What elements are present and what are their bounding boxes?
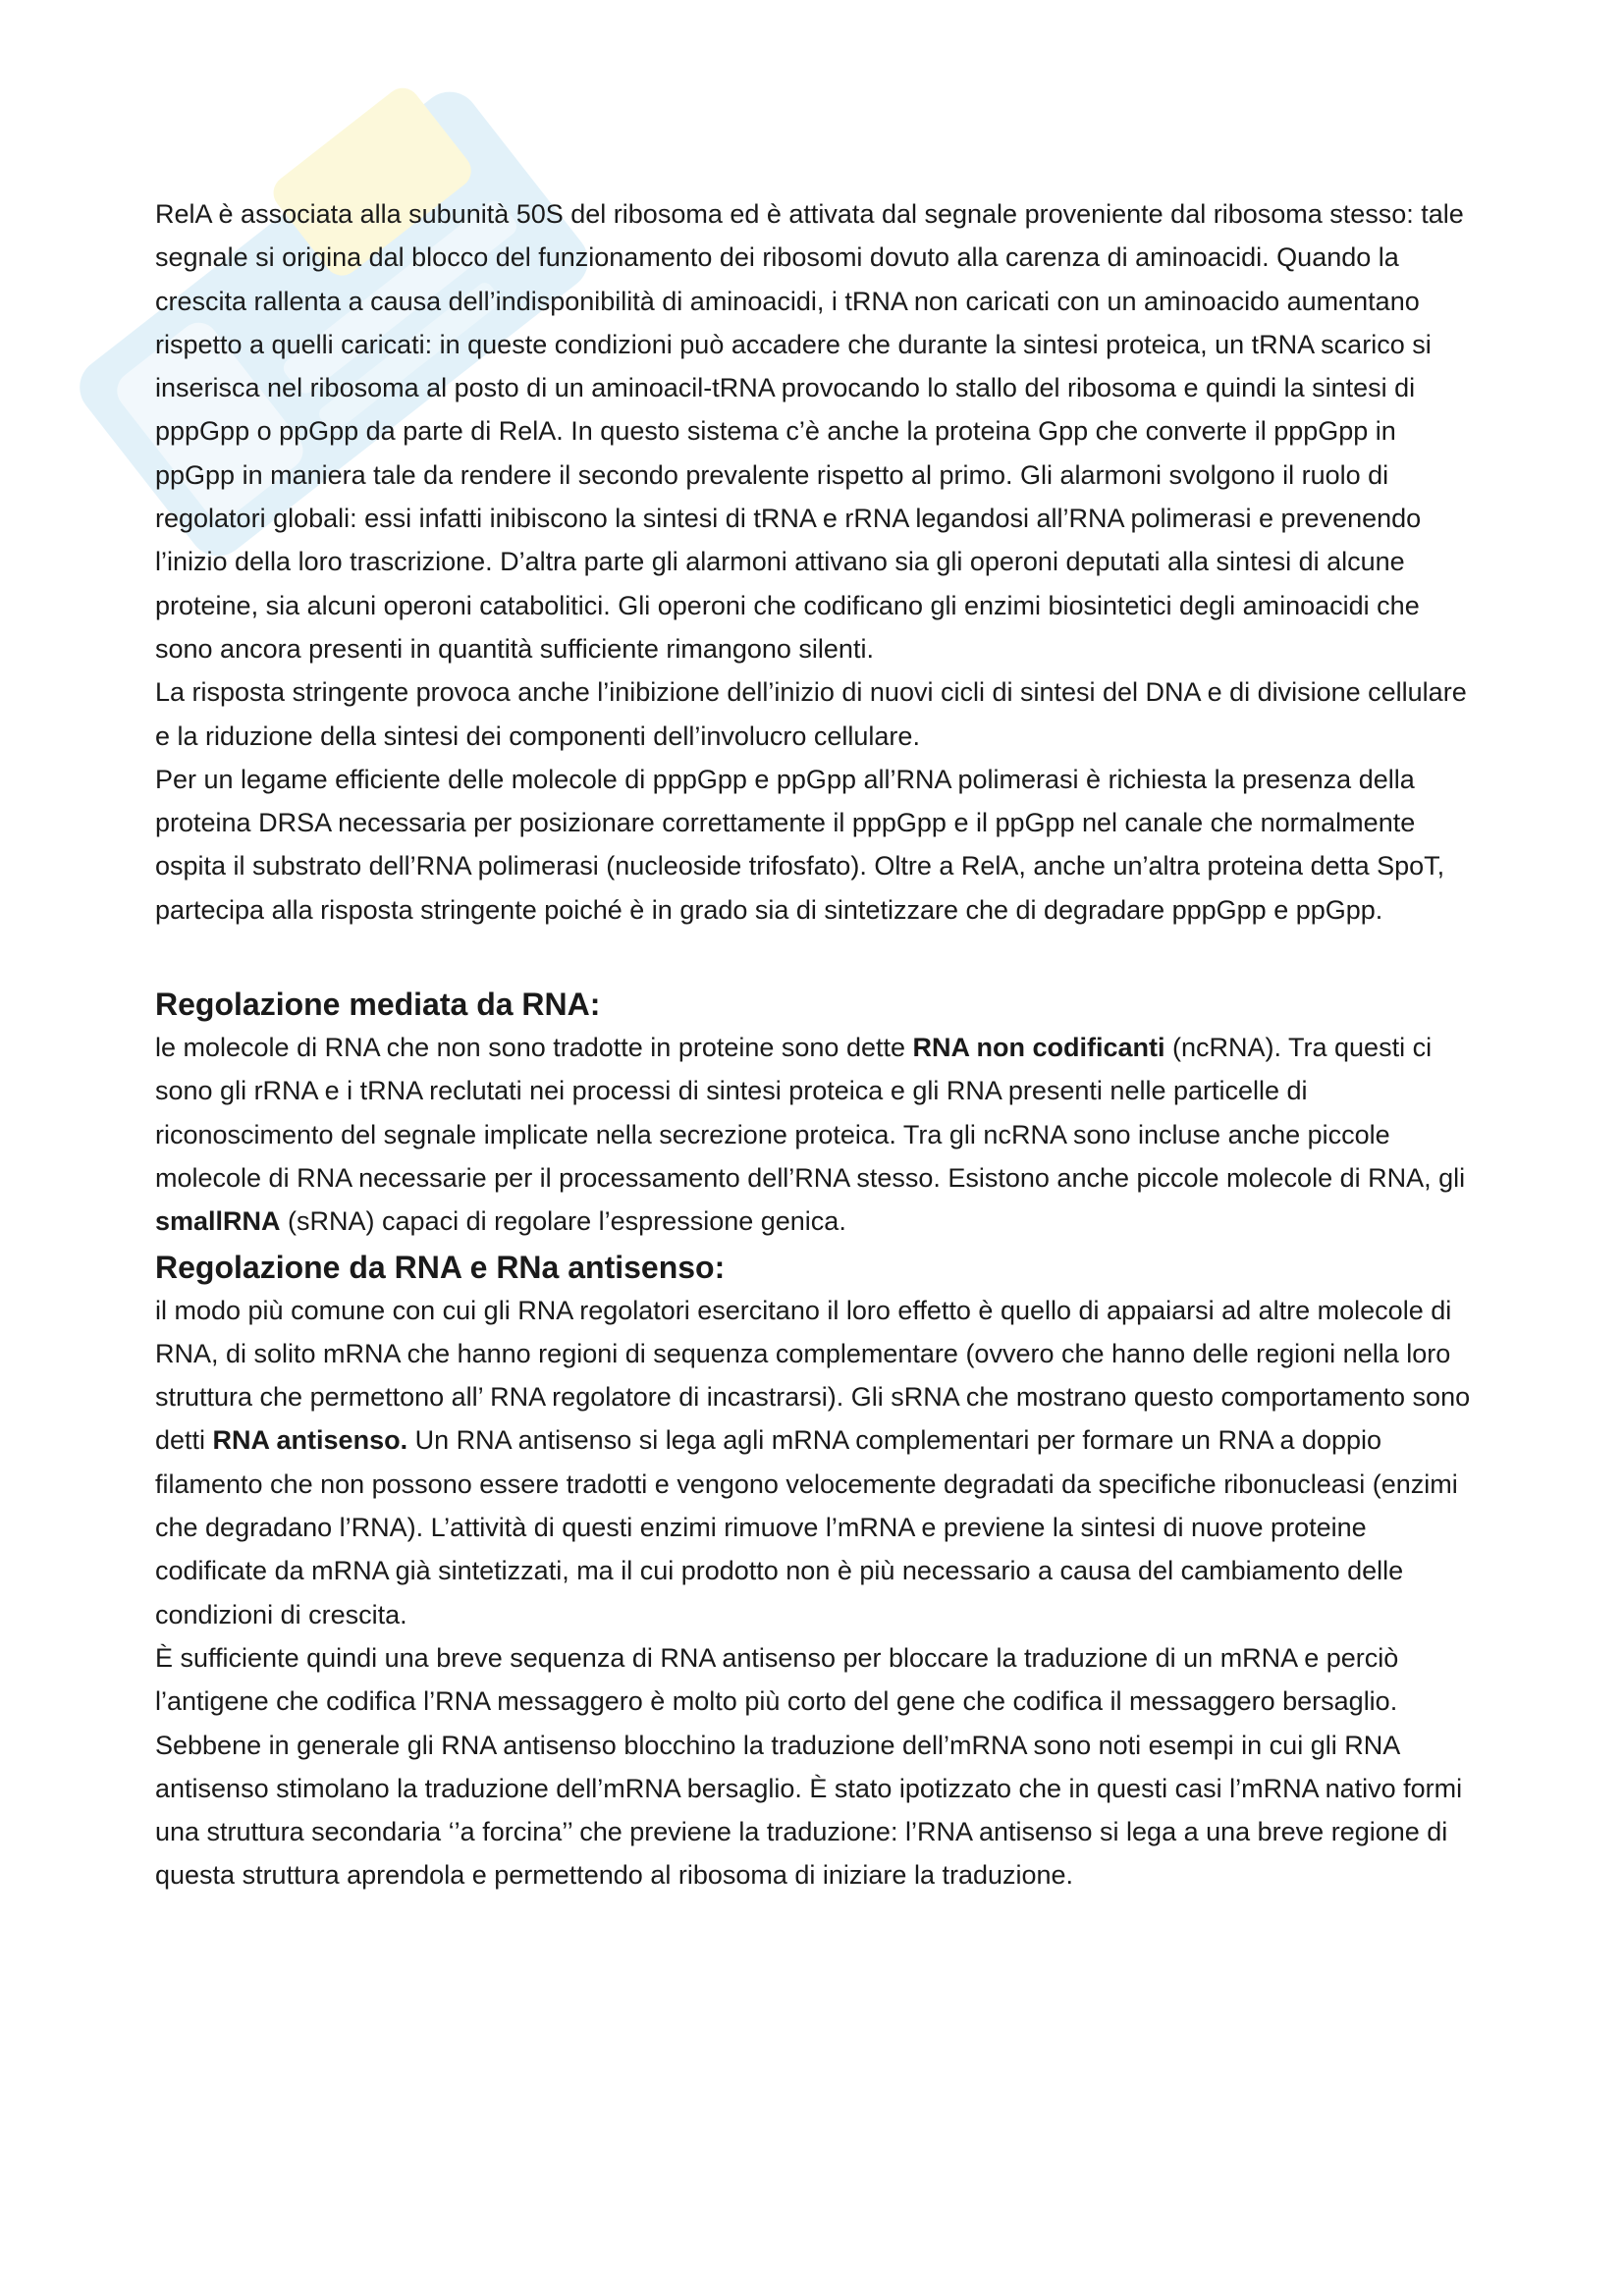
document-body bbox=[155, 192, 1481, 1897]
paragraph-stringent-response: La risposta stringente provoca anche l’inibizione dell’inizio di nuovi cicli di sintesi del DNA e di divisione cellulare e la riduzione della sintesi dei componenti dell’involucro cellulare. bbox=[155, 677, 1467, 751]
paragraph-drsa-spot: Per un legame efficiente delle molecole di pppGpp e ppGpp all’RNA polimerasi è richiesta la presenza della proteina DRSA necessaria per posizionare correttamente il pppGpp e il ppGpp nel canale che normalmente ospita il substrato dell’RNA polimerasi (nucleoside trifosfato). Oltre a RelA, anche un’altra proteina detta SpoT, partecipa alla risposta stringente poiché è in grado sia di sintetizzare che di degradare pppGpp e ppGpp. bbox=[155, 764, 1445, 925]
paragraph-antisense-sequence: È sufficiente quindi una breve sequenza di RNA antisenso per bloccare la traduzione di un mRNA e perciò l’antigene che codifica l’RNA messaggero è molto più corto del gene che codifica il messaggero bersaglio. bbox=[155, 1642, 1399, 1717]
section-heading-antisense: Regolazione da RNA e RNa antisenso: bbox=[155, 1249, 726, 1285]
term-smallrna: smallRNA bbox=[155, 1206, 281, 1237]
paragraph-ncrna: le molecole di RNA che non sono tradotte in proteine sono dette RNA non codificanti (ncRNA). Tra questi ci sono gli rRNA e i tRNA reclutati nei processi di sintesi proteica e gli RNA presenti nelle particelle di riconoscimento del segnale implicate nella secrezione proteica. Tra gli ncRNA sono incluse anche piccole molecole di RNA necessarie per il processamento dell’RNA stesso. Esistono anche piccole molecole di RNA, gli smallRNA (sRNA) capaci di regolare l’espressione genica. bbox=[155, 1033, 1466, 1237]
section-heading-rna-regulation: Regolazione mediata da RNA: bbox=[155, 987, 601, 1023]
term-ncrna: RNA non codificanti bbox=[912, 1033, 1165, 1063]
term-rna-antisenso: RNA antisenso. bbox=[212, 1425, 408, 1456]
paragraph-antisense-pairing: il modo più comune con cui gli RNA regolatori esercitano il loro effetto è quello di appaiarsi ad altre molecole di RNA, di solito mRNA che hanno regioni di sequenza complementare (ovvero che hanno delle regioni nella loro struttura che permettono all’ RNA regolatore di incastrarsi). Gli sRNA che mostrano questo comportamento sono detti RNA antisenso. Un RNA antisenso si lega agli mRNA complementari per formare un RNA a doppio filamento che non possono essere tradotti e vengono velocemente degradati da specifiche ribonucleasi (enzimi che degradano l’RNA). L’attività di questi enzimi rimuove l’mRNA e previene la sintesi di nuove proteine codificate da mRNA già sintetizzati, ma il cui prodotto non è più necessario a causa del cambiamento delle condizioni di crescita. bbox=[155, 1295, 1471, 1629]
paragraph-rela: RelA è associata alla subunità 50S del ribosoma ed è attivata dal segnale proveniente dal ribosoma stesso: tale segnale si origina dal blocco del funzionamento dei ribosomi dovuto alla carenza di aminoacidi. Quando la crescita rallenta a causa dell’indisponibilità di aminoacidi, i tRNA non caricati con un aminoacido aumentano rispetto a quelli caricati: in queste condizioni può accadere che durante la sintesi proteica, un tRNA scarico si inserisca nel ribosoma al posto di un aminoacil-tRNA provocando lo stallo del ribosoma e quindi la sintesi di pppGpp o ppGpp da parte di RelA. In questo sistema c’è anche la proteina Gpp che converte il pppGpp in ppGpp in maniera tale da rendere il secondo prevalente rispetto al primo. Gli alarmoni svolgono il ruolo di regolatori globali: essi infatti inibiscono la sintesi di tRNA e rRNA legandosi all’RNA polimerasi e prevenendo l’inizio della loro trascrizione. D’altra parte gli alarmoni attivano sia gli operoni deputati alla sintesi di alcune proteine, sia alcuni operoni catabolitici. Gli operoni che codificano gli enzimi biosintetici degli aminoacidi che sono ancora presenti in quantità sufficiente rimangono silenti. bbox=[155, 199, 1464, 664]
paragraph-antisense-stimulation: Sebbene in generale gli RNA antisenso blocchino la traduzione dell’mRNA sono noti esempi in cui gli RNA antisenso stimolano la traduzione dell’mRNA bersaglio. È stato ipotizzato che in questi casi l’mRNA nativo formi una struttura secondaria ‘’a forcina’’ che previene la traduzione: l’RNA antisenso si lega a una breve regione di questa struttura aprendola e permettendo al ribosoma di iniziare la traduzione. bbox=[155, 1730, 1463, 1891]
